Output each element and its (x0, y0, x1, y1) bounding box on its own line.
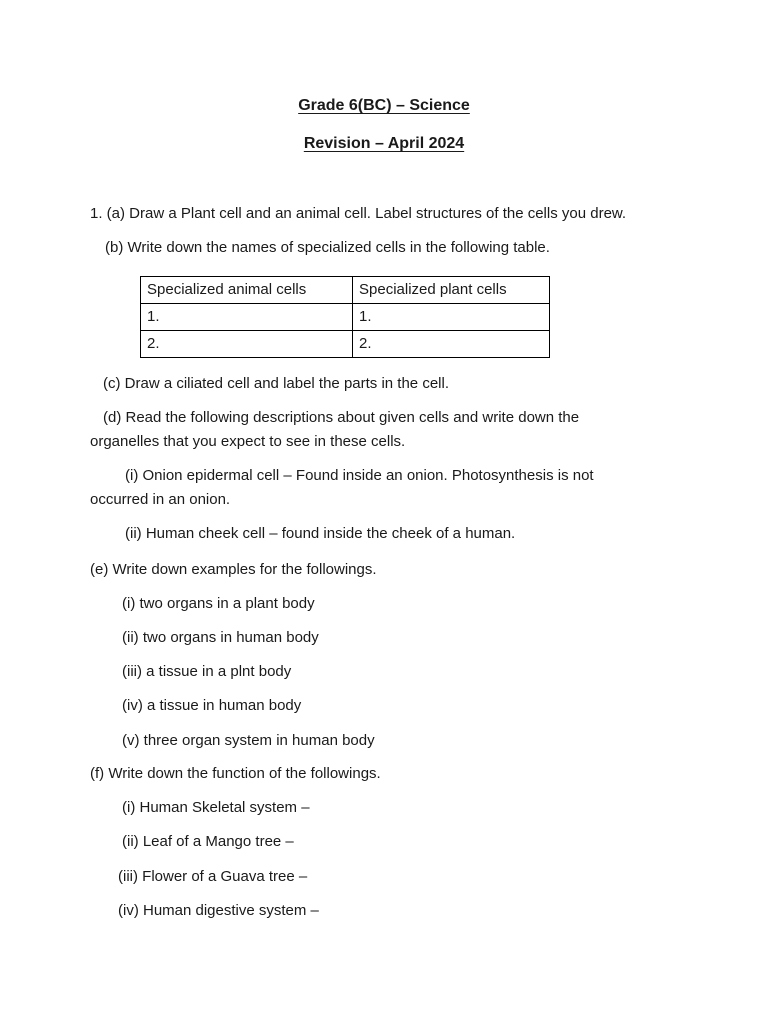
table-header-plant: Specialized plant cells (353, 277, 550, 304)
question-1d-line1: (d) Read the following descriptions about given cells and write down the (103, 409, 580, 426)
list-item: (iv) Human digestive system – (118, 902, 319, 919)
table-header-animal: Specialized animal cells (141, 277, 353, 304)
list-item: (iv) a tissue in human body (122, 697, 302, 714)
list-item: (i) two organs in a plant body (122, 595, 315, 612)
list-item: (i) Human Skeletal system – (122, 799, 310, 816)
question-1d-i-line1: (i) Onion epidermal cell – Found inside an onion. Photosynthesis is not (125, 467, 594, 484)
table-cell: 2. (353, 331, 550, 358)
table-row (141, 304, 550, 331)
question-1d-line2: organelles that you expect to see in these cells. (90, 433, 406, 450)
page-subtitle (0, 133, 768, 155)
question-1b: (b) Write down the names of specialized cells in the following table. (105, 239, 550, 256)
table-cell: 1. (141, 304, 353, 331)
question-1d-ii: (ii) Human cheek cell – found inside the cheek of a human. (125, 525, 516, 542)
table-cell: 2. (141, 331, 353, 358)
page-title (0, 95, 768, 117)
list-item: (ii) Leaf of a Mango tree – (122, 833, 294, 850)
table-header-row (141, 277, 550, 304)
question-1e: (e) Write down examples for the followings. (90, 561, 377, 578)
question-1a: 1. (a) Draw a Plant cell and an animal cell. Label structures of the cells you drew. (90, 205, 627, 222)
list-item: (v) three organ system in human body (122, 732, 375, 749)
table-cell: 1. (353, 304, 550, 331)
question-1d-i-line2: occurred in an onion. (90, 491, 231, 508)
list-item: (iii) Flower of a Guava tree – (118, 868, 308, 885)
table-row (141, 331, 550, 358)
question-1f: (f) Write down the function of the followings. (90, 765, 381, 782)
specialized-cells-table (140, 276, 550, 358)
question-1c: (c) Draw a ciliated cell and label the parts in the cell. (103, 375, 449, 392)
list-item: (ii) two organs in human body (122, 629, 319, 646)
page-title-text: Grade 6(BC) – Science (298, 97, 470, 114)
list-item: (iii) a tissue in a plnt body (122, 663, 292, 680)
page-subtitle-text: Revision – April 2024 (303, 135, 465, 152)
